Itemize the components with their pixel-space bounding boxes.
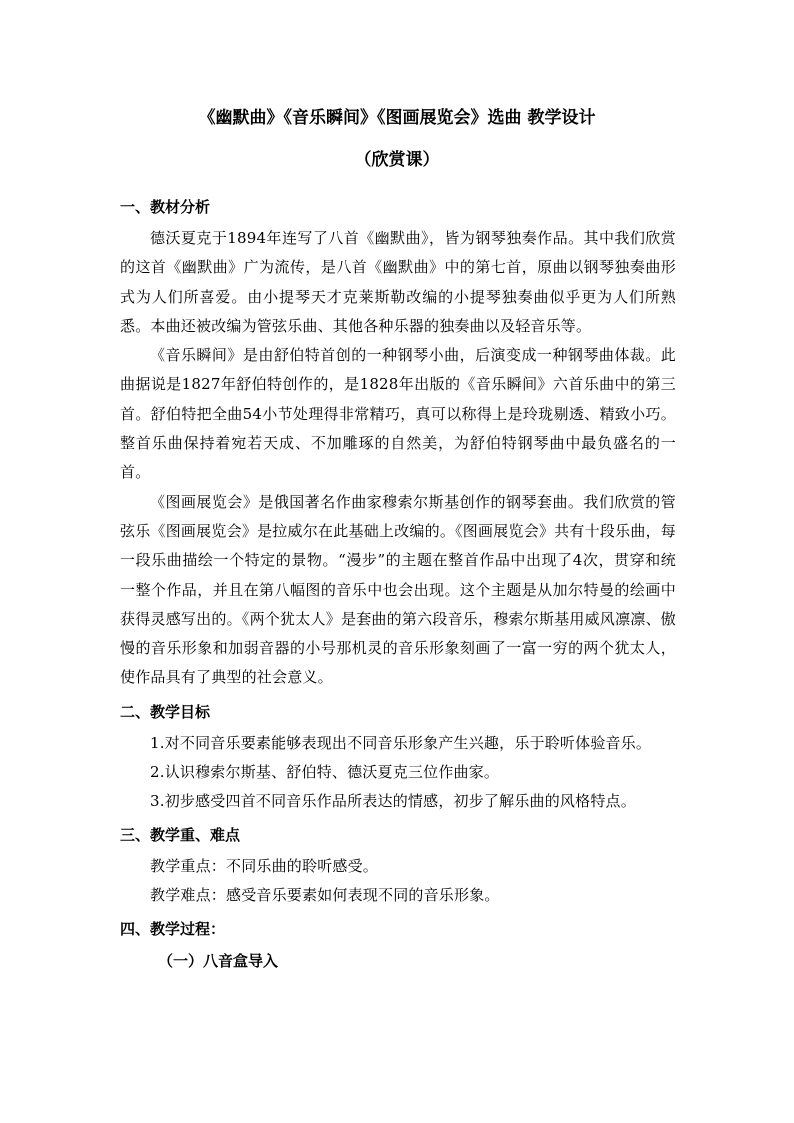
section-heading-goals: 二、教学目标 <box>120 702 211 721</box>
key-point-difficulty: 教学难点：感受音乐要素如何表现不同的音乐形象。 <box>150 885 500 904</box>
section-heading-keypoints: 三、教学重、难点 <box>120 825 241 844</box>
document-title: 《幽默曲》《音乐瞬间》《图画展览会》选曲 教学设计 <box>198 108 596 128</box>
paragraph-humoresque: 德沃夏克于1894年连写了八首《幽默曲》，皆为钢琴独奏作品。其中我们欣赏的这首《幽默曲》广为流传，是八首《幽默曲》中的第七首，原曲以钢琴独奏曲形式为人们所喜爱。由小提琴天才克莱斯勒改编的小提琴独奏曲似乎更为人们所熟悉。本曲还被改编为管弦乐曲、其他各种乐器的独奏曲以及轻音乐等。 <box>120 229 676 335</box>
goal-item: 3.初步感受四首不同音乐作品所表达的情感，初步了解乐曲的风格特点。 <box>150 791 636 810</box>
paragraph-pictures-exhibition: 《图画展览会》是俄国著名作曲家穆索尔斯基创作的钢琴套曲。我们欣赏的管弦乐《图画展览会》是拉威尔在此基础上改编的。《图画展览会》共有十段乐曲，每一段乐曲描绘一个特定的景物。“漫步”的主题在整首作品中出现了4次，贯穿和统一整个作品，并且在第八幅图的音乐中也会出现。这个主题是从加尔特曼的绘画中获得灵感写出的。《两个犹太人》是套曲的第六段音乐，穆索尔斯基用威风凛凛、傲慢的音乐形象和加弱音器的小号那机灵的音乐形象刻画了一富一穷的两个犹太人，使作品具有了典型的社会意义。 <box>120 492 676 687</box>
section-heading-analysis: 一、教材分析 <box>120 198 211 216</box>
document-body <box>120 194 676 974</box>
process-subheading: （一）八音盒导入 <box>158 951 279 970</box>
goal-item: 1.对不同音乐要素能够表现出不同音乐形象产生兴趣，乐于聆听体验音乐。 <box>150 733 652 752</box>
document-subtitle: （欣赏课） <box>354 150 440 170</box>
goal-item: 2.认识穆索尔斯基、舒伯特、德沃夏克三位作曲家。 <box>150 762 500 781</box>
paragraph-moment-musical: 《音乐瞬间》是由舒伯特首创的一种钢琴小曲，后演变成一种钢琴曲体裁。此曲据说是1827年舒伯特创作的，是1828年出版的《音乐瞬间》六首乐曲中的第三首。舒伯特把全曲54小节处理得非常精巧，真可以称得上是玲珑剔透、精致小巧。整首乐曲保持着宛若天成、不加雕琢的自然美，为舒伯特钢琴曲中最负盛名的一首。 <box>120 346 676 482</box>
key-point-focus: 教学重点：不同乐曲的聆听感受。 <box>150 856 379 875</box>
section-heading-process: 四、教学过程： <box>120 919 226 938</box>
